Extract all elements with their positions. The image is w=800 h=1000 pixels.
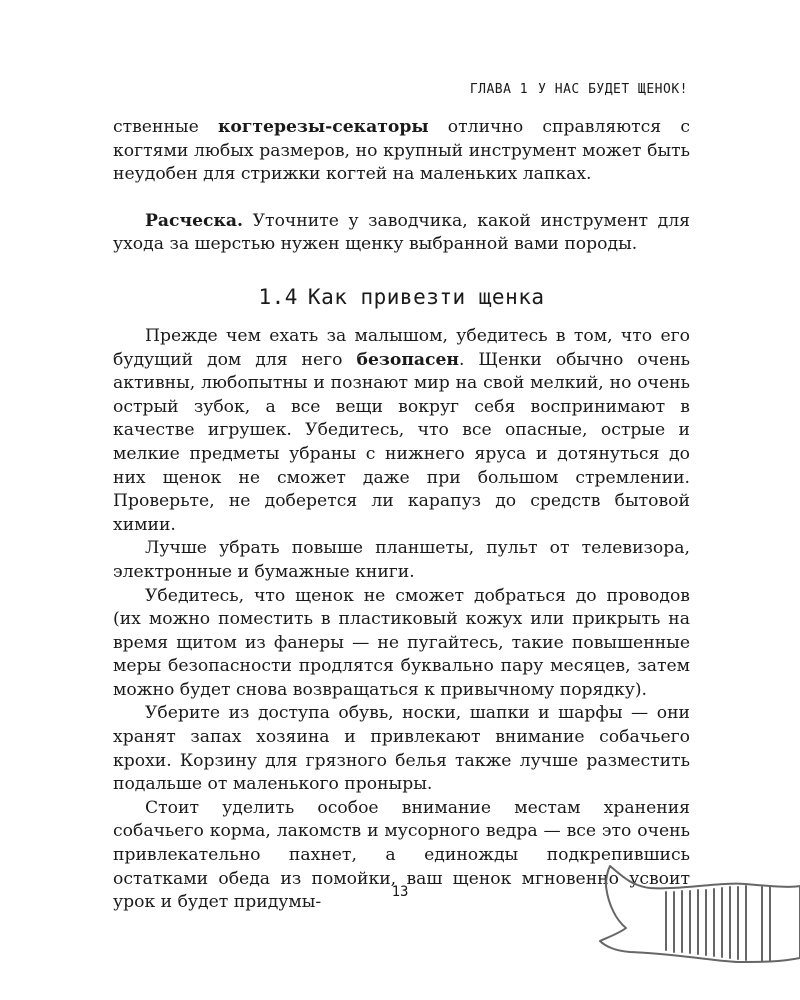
paragraph-text: Прежде чем ехать за малышом, убедитесь в том, что его будущий дом для него [113, 325, 690, 370]
running-head [470, 82, 688, 97]
paragraph-text: ственные [113, 117, 218, 137]
striped-dog-tail-illustration [570, 846, 800, 966]
paragraph-text: отлично справляются с когтями любых размеров, но крупный инструмент может быть неудобен для стрижки когтей на маленьких лапках. [113, 117, 690, 185]
paragraph-safety [113, 325, 690, 537]
paragraph-tools-continued [113, 116, 690, 187]
paragraph-shoes: Уберите из доступа обувь, носки, шапки и шарфы — они хранят запах хозяина и привлекают внимание собачьего крохи. Корзину для грязного белья также лучше разместить подальше от маленького проныры. [113, 703, 690, 795]
bold-term-comb: Расческа. [145, 210, 244, 231]
paragraph-comb [113, 210, 690, 257]
paragraph-wires: Убедитесь, что щенок не сможет добраться до проводов (их можно поместить в пластиковый кожух или прикрыть на время щитом из фанеры — не пугайтесь, такие повышенные меры безопасности продлятся буквально пару месяцев, затем можно будет снова возвращаться к привычному порядку). [113, 585, 690, 700]
paragraph-gap [113, 187, 690, 210]
paragraph-text: Уточните у заводчика, какой инструмент для ухода за шерстью нужен щенку выбранной вами породы. [113, 210, 690, 255]
running-head-title: У НАС БУДЕТ ЩЕНОК! [538, 82, 688, 97]
page-body [113, 116, 690, 915]
tail-stripes [666, 886, 770, 961]
running-head-chapter: ГЛАВА 1 [469, 82, 529, 97]
section-number: 1.4 [258, 284, 298, 309]
bold-term-clippers: когтерезы-секаторы [217, 117, 429, 137]
paragraph-electronics: Лучше убрать повыше планшеты, пульт от телевизора, электронные и бумажные книги. [113, 538, 690, 582]
paragraph-food: Стоит уделить особое внимание местам хранения собачьего корма, лакомств и мусорного ведра — все это очень привлекательно пахнет, а единожды подкрепившись остатками обеда из помойки, ваш щенок мгновенно усвоит урок и будет придумы- [113, 797, 690, 913]
bold-term-safe: безопасен [356, 349, 460, 370]
section-title: Как привезти щенка [307, 284, 545, 309]
section-heading [113, 283, 690, 311]
page-number: 13 [391, 884, 409, 900]
paragraph-text: . Щенки обычно очень активны, любопытны и познают мир на свой мелкий, но очень острый зубок, а все вещи вокруг себя воспринимают в качестве игрушек. Убедитесь, что все опасные, острые и мелкие предметы убраны с нижнего яруса и дотянуться до них щенок не сможет даже при большом стремлении. Проверьте, не доберется ли карапуз до средств бытовой химии. [113, 349, 691, 535]
